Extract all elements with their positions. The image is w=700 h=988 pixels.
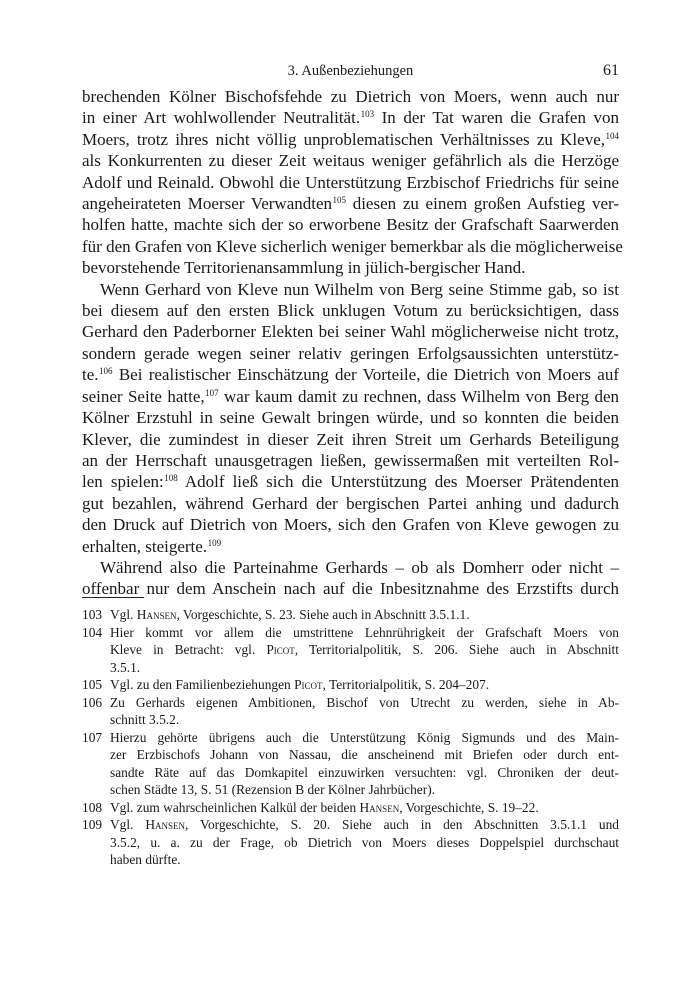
- footnote-line: Kleve in Betracht: vgl. Picot, Territorialpolitik, S. 206. Siehe auch in Abschnitt: [110, 642, 619, 657]
- footnote: [82, 676, 619, 694]
- text-line: Wenn Gerhard von Kleve nun Wilhelm von Berg seine Stimme gab, so ist: [100, 279, 619, 299]
- author-name: Hansen: [145, 817, 186, 832]
- footnote-line: zer Erzbischofs Johann von Nassau, die anscheinend mit Briefen oder durch ent-: [110, 747, 619, 762]
- text-line: bevorstehende Territorienansammlung in jülich-bergischer Hand.: [82, 258, 526, 278]
- paragraph: [82, 86, 623, 279]
- footnote-line: Vgl. zu den Familienbeziehungen Picot, Territorialpolitik, S. 204–207.: [110, 677, 490, 692]
- text-line: als Konkurrenten zu dieser Zeit weitaus weniger gefährlich als die Herzöge: [82, 151, 619, 171]
- footnotes: [82, 606, 619, 869]
- footnote: [82, 799, 619, 817]
- text-line: angeheirateten Moerser Verwandten$^{105}$ diesen zu einem großen Aufstieg ver-: [82, 194, 619, 214]
- footnote-line: Vgl. zum wahrscheinlichen Kalkül der beiden Hansen, Vorgeschichte, S. 19–22.: [110, 799, 539, 815]
- author-name: Hansen: [359, 799, 400, 815]
- footnote-number: 106: [82, 694, 103, 710]
- text-line: gut bezahlen, während Gerhard der bergischen Partei anhing und dadurch: [82, 493, 619, 513]
- text-line: seiner Seite hatte,$^{107}$ war kaum damit zu rechnen, dass Wilhelm von Berg den: [82, 386, 619, 406]
- main-text: [82, 86, 623, 600]
- footnote-line: Hier kommt vor allem die umstrittene Lehnrührigkeit der Grafschaft Moers von: [110, 624, 619, 640]
- text-line: Während also die Parteinahme Gerhards – ob als Domherr oder nicht –: [100, 557, 619, 577]
- text-line: te.$^{106}$ Bei realistischer Einschätzung der Vorteile, die Dietrich von Moers auf: [82, 365, 619, 385]
- footnote: [82, 606, 619, 624]
- footnote: [82, 729, 619, 799]
- footnote-number: 108: [82, 799, 103, 815]
- footnote-ref[interactable]: 103: [360, 109, 375, 120]
- text-line: len spielen:$^{108}$ Adolf ließ sich die Unterstützung des Moerser Prätendenten: [82, 472, 619, 492]
- footnote: [82, 624, 619, 677]
- text-line: Gerhard den Paderborner Elekten bei seiner Wahl möglicherweise nicht trotz,: [82, 322, 619, 342]
- footnote: [82, 694, 619, 729]
- footnote-number: 105: [82, 677, 103, 692]
- footnote-line: schen Städte 13, S. 51 (Rezension B der Kölner Jahrbücher).: [110, 782, 436, 797]
- footnote-line: sandte Räte auf das Domkapitel einzuwirken versuchten: vgl. Chroniken der deut-: [110, 764, 619, 780]
- footnote-ref[interactable]: 109: [207, 537, 222, 548]
- footnote: [82, 816, 619, 869]
- author-name: Picot: [266, 642, 295, 657]
- footnote-ref[interactable]: 106: [99, 366, 113, 377]
- text-line: für den Grafen von Kleve sicherlich weniger bemerkbar als die möglicherweise: [82, 236, 623, 256]
- footnote-number: 107: [82, 729, 103, 745]
- text-line: bei diesem auf den ersten Blick unklugen Votum zu berücksichtigen, dass: [82, 301, 619, 321]
- text-line: Moers, trotz ihres nicht völlig unproblematischen Verhältnisses zu Kleve,$^{104}$: [82, 129, 619, 149]
- text-line: erhalten, steigerte.$^{109}$: [82, 536, 222, 556]
- footnote-line: schnitt 3.5.2.: [110, 712, 180, 727]
- footnote-line: 3.5.2, u. a. zu der Frage, ob Dietrich von Moers dieses Doppelspiel durchschaut: [110, 834, 619, 850]
- footnote-ref[interactable]: 104: [605, 130, 619, 141]
- page-number: 61: [603, 62, 619, 79]
- running-title: 3. Außenbeziehungen: [287, 63, 414, 79]
- text-line: holfen hatte, machte sich der so erworbene Besitz der Grafschaft Saarwerden: [82, 215, 619, 235]
- footnote-number: 109: [82, 817, 103, 832]
- footnote-ref[interactable]: 105: [332, 195, 347, 206]
- footnote-line: Vgl. Hansen, Vorgeschichte, S. 20. Siehe auch in den Abschnitten 3.5.1.1 und: [110, 817, 619, 832]
- footnote-line: Hierzu gehörte übrigens auch die Unterstützung König Sigmunds und des Main-: [110, 729, 619, 745]
- paragraph: [82, 279, 619, 557]
- author-name: Hansen: [136, 607, 177, 622]
- footnote-number: 104: [82, 624, 103, 640]
- text-line: an der Herrschaft unausgetragen ließen, gewissermaßen mit verteilten Rol-: [82, 450, 619, 470]
- footnote-ref[interactable]: 108: [164, 473, 178, 484]
- text-line: offenbar nur dem Anschein nach auf die Inbesitznahme des Erzstifts durch: [82, 579, 619, 599]
- footnote-ref[interactable]: 107: [205, 387, 219, 398]
- text-line: brechenden Kölner Bischofsfehde zu Dietrich von Moers, wenn auch nur: [82, 87, 619, 106]
- text-line: den Druck auf Dietrich von Moers, sich den Grafen von Kleve gewogen zu: [82, 515, 619, 535]
- text-line: sondern gerade wegen seiner relativ geringen Erfolgsaussichten unterstütz-: [82, 343, 619, 363]
- footnote-line: Vgl. Hansen, Vorgeschichte, S. 23. Siehe auch in Abschnitt 3.5.1.1.: [110, 607, 470, 622]
- author-name: Picot: [294, 677, 323, 692]
- text-line: Kölner Erzstuhl in seine Gewalt bringen würde, und so konnten die beiden: [82, 408, 619, 428]
- footnote-line: Zu Gerhards eigenen Ambitionen, Bischof von Utrecht zu werden, siehe in Ab-: [110, 694, 619, 710]
- footnote-number: 103: [82, 607, 103, 622]
- paragraph: [82, 557, 619, 600]
- text-line: in einer Art wohlwollender Neutralität.$^{103}$ In der Tat waren die Grafen von: [82, 108, 619, 128]
- running-head: [82, 60, 619, 82]
- footnote-separator: [82, 597, 144, 598]
- text-line: Adolf und Reinald. Obwohl die Unterstützung Erzbischof Friedrichs für seine: [82, 172, 619, 192]
- footnote-line: haben dürfte.: [110, 852, 181, 867]
- text-line: Klever, die zumindest in dieser Zeit ihren Streit um Gerhards Beteiligung: [82, 429, 619, 449]
- footnote-line: 3.5.1.: [110, 659, 141, 675]
